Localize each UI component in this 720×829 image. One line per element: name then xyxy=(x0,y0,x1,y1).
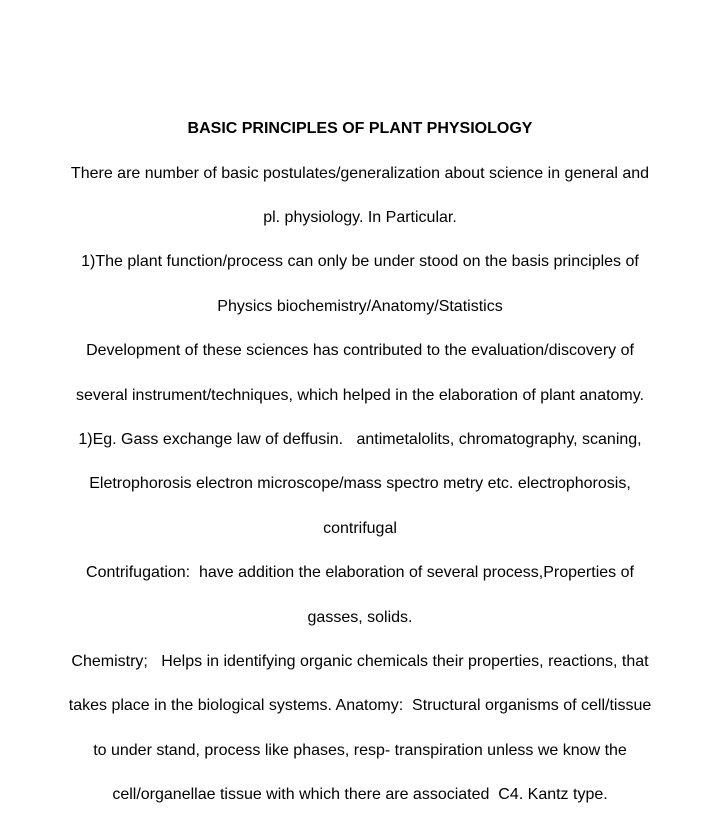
slide-text-block xyxy=(10,96,710,829)
text-line: takes place in the biological systems. Anatomy: Structural organisms of cell/tissue xyxy=(68,697,652,715)
text-line: to under stand, process like phases, resp- transpiration unless we know the xyxy=(93,741,627,759)
text-line: Contrifugation: have addition the elaboration of several process,Properties of xyxy=(86,564,634,582)
text-line: Physics biochemistry/Anatomy/Statistics xyxy=(217,297,503,315)
text-line: 1)Eg. Gass exchange law of deffusin. antimetalolits, chromatography, scaning, xyxy=(78,431,642,449)
text-line: Chemistry; Helps in identifying organic chemicals their properties, reactions, that xyxy=(71,653,649,671)
text-line: contrifugal xyxy=(323,519,397,537)
slide-title: BASIC PRINCIPLES OF PLANT PHYSIOLOGY xyxy=(187,120,533,138)
text-line: Development of these sciences has contributed to the evaluation/discovery of xyxy=(86,342,634,360)
text-line: Eletrophorosis electron microscope/mass spectro metry etc. electrophorosis, xyxy=(89,475,631,493)
text-line: several instrument/techniques, which helped in the elaboration of plant anatomy. xyxy=(75,386,645,404)
text-line: pl. physiology. In Particular. xyxy=(263,209,457,227)
text-line: 1)The plant function/process can only be under stood on the basis principles of xyxy=(81,253,639,271)
text-line: gasses, solids. xyxy=(307,608,413,626)
text-line: There are number of basic postulates/generalization about science in general and xyxy=(70,164,650,182)
text-line: cell/organellae tissue with which there are associated C4. Kantz type. xyxy=(112,786,608,804)
